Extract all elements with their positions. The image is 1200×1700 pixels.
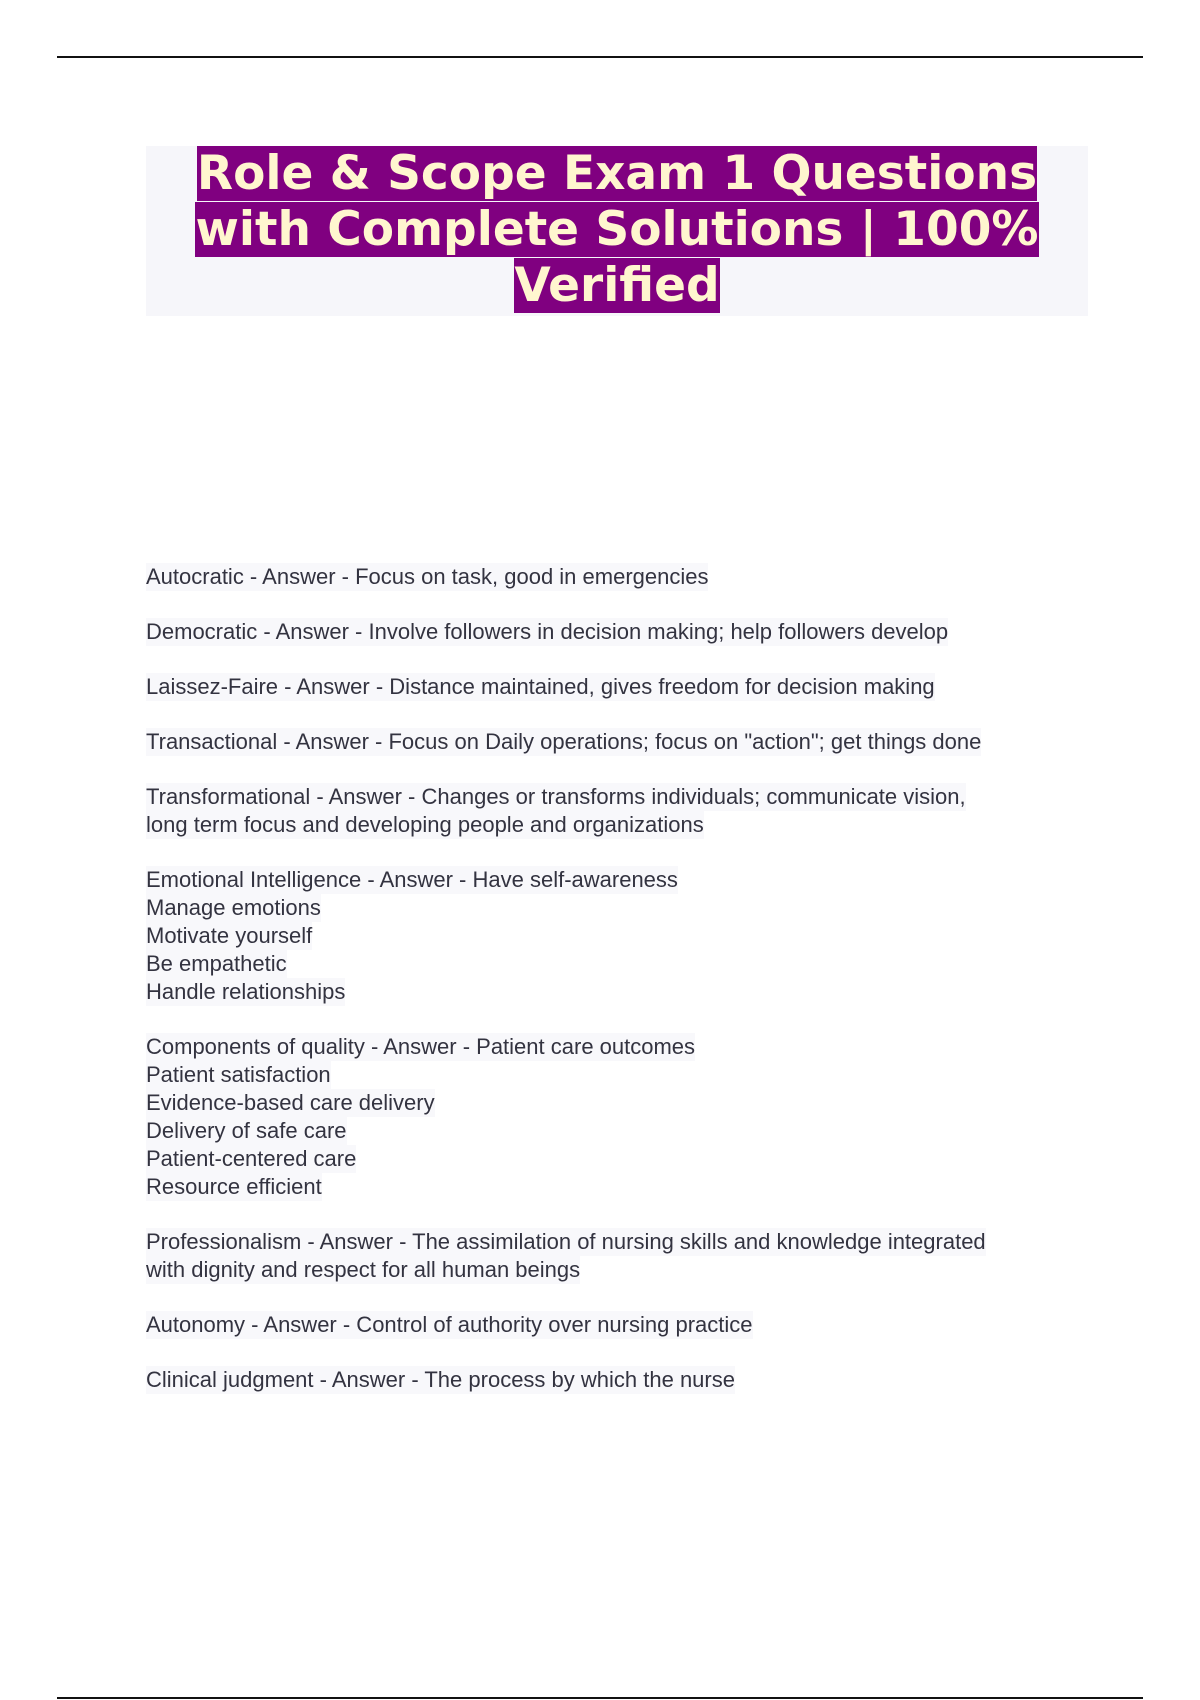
qa-term-line: Clinical judgment - Answer - The process by which the nurse [146,1367,735,1392]
qa-answer-line: with dignity and respect for all human beings [146,1257,581,1282]
qa-answer-line: Patient-centered care [146,1146,357,1171]
qa-item [146,783,1086,839]
qa-term-line: Professionalism - Answer - The assimilation of nursing skills and knowledge integrated [146,1229,986,1254]
qa-term-line: Democratic - Answer - Involve followers in decision making; help followers develop [146,619,949,644]
qa-term-line: Autocratic - Answer - Focus on task, good in emergencies [146,564,709,589]
qa-term-line: Autonomy - Answer - Control of authority over nursing practice [146,1312,753,1337]
qa-term-line: Transformational - Answer - Changes or transforms individuals; communicate vision, [146,784,966,809]
qa-answer-line: Patient satisfaction [146,1062,331,1087]
qa-answer-line: Resource efficient [146,1174,322,1199]
qa-term-line: Laissez-Faire - Answer - Distance maintained, gives freedom for decision making [146,674,935,699]
qa-item [146,866,1086,1006]
qa-item [146,1228,1086,1284]
qa-answer-line: Motivate yourself [146,923,313,948]
top-rule [57,56,1143,58]
qa-item [146,1033,1086,1201]
title-banner [146,146,1088,316]
qa-answer-line: Delivery of safe care [146,1118,347,1143]
qa-answer-line: Handle relationships [146,979,346,1004]
qa-item [146,1311,1086,1339]
qa-term-line: Emotional Intelligence - Answer - Have self-awareness [146,867,678,892]
qa-item [146,728,1086,756]
bottom-rule [57,1697,1143,1699]
qa-answer-line: long term focus and developing people and organizations [146,812,704,837]
qa-answer-line: Be empathetic [146,951,287,976]
qa-item [146,1366,1086,1394]
qa-term-line: Components of quality - Answer - Patient care outcomes [146,1034,696,1059]
qa-answer-line: Evidence-based care delivery [146,1090,435,1115]
qa-answer-line: Manage emotions [146,895,321,920]
qa-list [146,563,1086,1421]
qa-item [146,618,1086,646]
qa-item [146,563,1086,591]
qa-item [146,673,1086,701]
qa-term-line: Transactional - Answer - Focus on Daily operations; focus on "action"; get things done [146,729,982,754]
document-title: Role & Scope Exam 1 Questions with Complete Solutions | 100% Verified [195,146,1039,313]
